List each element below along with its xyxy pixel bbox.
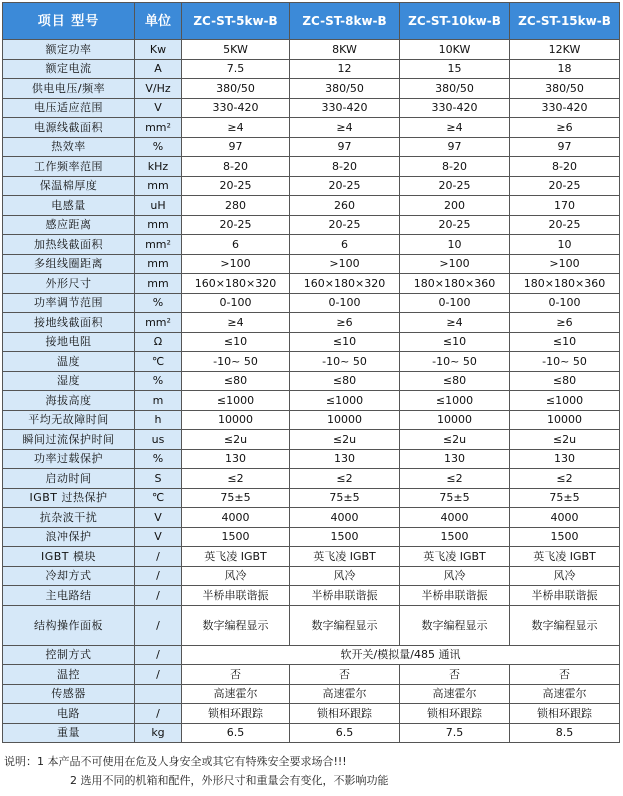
row-label: 功率调节范围 xyxy=(3,293,135,313)
row-value: ≤80 xyxy=(290,371,400,391)
row-label: 抗杂波干扰 xyxy=(3,508,135,528)
row-unit: mm xyxy=(135,274,182,294)
row-value: 8-20 xyxy=(182,157,290,177)
row-value: -10~ 50 xyxy=(400,352,510,372)
row-unit: S xyxy=(135,469,182,489)
table-row xyxy=(3,684,620,704)
table-row xyxy=(3,79,620,99)
table-row xyxy=(3,313,620,333)
row-label: 电压适应范围 xyxy=(3,98,135,118)
row-value: 英飞凌 IGBT xyxy=(510,547,620,567)
row-value: 130 xyxy=(400,449,510,469)
table-row xyxy=(3,176,620,196)
row-unit: mm² xyxy=(135,235,182,255)
row-label: 冷却方式 xyxy=(3,566,135,586)
row-value: 高速霍尔 xyxy=(510,684,620,704)
row-value: 1500 xyxy=(400,527,510,547)
row-unit: V xyxy=(135,527,182,547)
row-value: ≤10 xyxy=(290,332,400,352)
row-value: ≤1000 xyxy=(182,391,290,411)
row-value: 风冷 xyxy=(182,566,290,586)
table-row xyxy=(3,196,620,216)
row-value: 160×180×320 xyxy=(290,274,400,294)
row-value: 6.5 xyxy=(182,723,290,743)
table-row xyxy=(3,605,620,645)
row-unit: mm² xyxy=(135,118,182,138)
row-value: ≤2 xyxy=(182,469,290,489)
row-label: 温控 xyxy=(3,665,135,685)
row-value: 否 xyxy=(290,665,400,685)
row-value: 280 xyxy=(182,196,290,216)
row-value: 380/50 xyxy=(510,79,620,99)
row-value: 4000 xyxy=(182,508,290,528)
row-label: IGBT 过热保护 xyxy=(3,488,135,508)
row-value: -10~ 50 xyxy=(290,352,400,372)
row-unit: ℃ xyxy=(135,352,182,372)
row-value: 380/50 xyxy=(182,79,290,99)
row-label: 主电路结 xyxy=(3,586,135,606)
row-value: 数字编程显示 xyxy=(400,605,510,645)
row-value: 380/50 xyxy=(400,79,510,99)
row-value: 10000 xyxy=(290,410,400,430)
row-value: ≤1000 xyxy=(510,391,620,411)
row-value: 20-25 xyxy=(290,215,400,235)
row-label: 浪冲保护 xyxy=(3,527,135,547)
row-unit: kHz xyxy=(135,157,182,177)
row-unit: / xyxy=(135,605,182,645)
row-label: 电感量 xyxy=(3,196,135,216)
row-unit: Ω xyxy=(135,332,182,352)
row-value: 否 xyxy=(510,665,620,685)
row-label: 瞬间过流保护时间 xyxy=(3,430,135,450)
table-row xyxy=(3,527,620,547)
row-value: 97 xyxy=(510,137,620,157)
row-label: IGBT 模块 xyxy=(3,547,135,567)
table-row xyxy=(3,449,620,469)
row-value: 10000 xyxy=(182,410,290,430)
row-value: 高速霍尔 xyxy=(182,684,290,704)
row-value: ≤10 xyxy=(510,332,620,352)
row-label: 接地线截面积 xyxy=(3,313,135,333)
row-value: 7.5 xyxy=(182,59,290,79)
row-value: 数字编程显示 xyxy=(290,605,400,645)
row-value: 8-20 xyxy=(290,157,400,177)
row-unit: mm xyxy=(135,215,182,235)
row-value: -10~ 50 xyxy=(510,352,620,372)
row-value: 英飞凌 IGBT xyxy=(400,547,510,567)
row-value: 数字编程显示 xyxy=(182,605,290,645)
note-line: 说明：1 本产品不可使用在危及人身安全或其它有特殊安全要求场合!!! xyxy=(4,755,347,768)
row-value: ≤1000 xyxy=(400,391,510,411)
row-value: 20-25 xyxy=(400,215,510,235)
row-label: 热效率 xyxy=(3,137,135,157)
row-label: 电源线截面积 xyxy=(3,118,135,138)
row-unit: m xyxy=(135,391,182,411)
table-row xyxy=(3,274,620,294)
row-value: 20-25 xyxy=(182,176,290,196)
row-unit: % xyxy=(135,371,182,391)
row-value: 130 xyxy=(290,449,400,469)
row-value: 380/50 xyxy=(290,79,400,99)
row-value: 8-20 xyxy=(510,157,620,177)
row-value: ≤2 xyxy=(510,469,620,489)
row-value: 12KW xyxy=(510,40,620,60)
row-value: 20-25 xyxy=(290,176,400,196)
notes xyxy=(4,752,619,790)
row-value: ≤10 xyxy=(400,332,510,352)
row-value: ≤80 xyxy=(510,371,620,391)
row-value: >100 xyxy=(510,254,620,274)
row-unit: us xyxy=(135,430,182,450)
row-value: 数字编程显示 xyxy=(510,605,620,645)
row-value: >100 xyxy=(182,254,290,274)
row-value: 330-420 xyxy=(290,98,400,118)
row-value: -10~ 50 xyxy=(182,352,290,372)
row-value: 1500 xyxy=(290,527,400,547)
row-label: 加热线截面积 xyxy=(3,235,135,255)
row-value: 7.5 xyxy=(400,723,510,743)
row-value: 20-25 xyxy=(182,215,290,235)
row-value: ≤2 xyxy=(290,469,400,489)
row-value: 否 xyxy=(182,665,290,685)
row-unit: / xyxy=(135,547,182,567)
row-value: 10 xyxy=(400,235,510,255)
row-value: ≥4 xyxy=(400,118,510,138)
row-label: 额定电流 xyxy=(3,59,135,79)
row-unit: % xyxy=(135,449,182,469)
row-value: ≤2u xyxy=(182,430,290,450)
row-value: 英飞凌 IGBT xyxy=(182,547,290,567)
row-value: 4000 xyxy=(400,508,510,528)
row-value: 20-25 xyxy=(400,176,510,196)
row-value: 10000 xyxy=(510,410,620,430)
table-header-row xyxy=(3,3,620,40)
row-label: 功率过载保护 xyxy=(3,449,135,469)
row-unit: % xyxy=(135,137,182,157)
table-row xyxy=(3,40,620,60)
row-unit: uH xyxy=(135,196,182,216)
row-value: 0-100 xyxy=(400,293,510,313)
row-value: 97 xyxy=(400,137,510,157)
row-value: ≥6 xyxy=(510,118,620,138)
row-value: 0-100 xyxy=(290,293,400,313)
table-row xyxy=(3,59,620,79)
row-value: 75±5 xyxy=(290,488,400,508)
row-unit: A xyxy=(135,59,182,79)
row-value: 1500 xyxy=(182,527,290,547)
row-value: ≥4 xyxy=(400,313,510,333)
row-value: ≥6 xyxy=(510,313,620,333)
row-unit: mm xyxy=(135,254,182,274)
row-value: ≤10 xyxy=(182,332,290,352)
row-unit: h xyxy=(135,410,182,430)
row-value: 4000 xyxy=(510,508,620,528)
row-value: 风冷 xyxy=(510,566,620,586)
row-label: 供电电压/频率 xyxy=(3,79,135,99)
row-value: 否 xyxy=(400,665,510,685)
row-unit: / xyxy=(135,566,182,586)
row-value: 330-420 xyxy=(182,98,290,118)
row-label: 温度 xyxy=(3,352,135,372)
table-row xyxy=(3,137,620,157)
row-value: 风冷 xyxy=(290,566,400,586)
row-value: 6 xyxy=(290,235,400,255)
row-value: 20-25 xyxy=(510,215,620,235)
row-value: 10 xyxy=(510,235,620,255)
row-value: ≤2u xyxy=(510,430,620,450)
row-label: 工作频率范围 xyxy=(3,157,135,177)
row-label: 结构操作面板 xyxy=(3,605,135,645)
header-model: ZC-ST-8kw-B xyxy=(290,3,400,40)
row-value: 200 xyxy=(400,196,510,216)
row-value: 高速霍尔 xyxy=(400,684,510,704)
table-body xyxy=(3,40,620,743)
table-row xyxy=(3,371,620,391)
row-unit: Kw xyxy=(135,40,182,60)
table-row xyxy=(3,410,620,430)
row-value: ≤2u xyxy=(290,430,400,450)
row-label: 接地电阻 xyxy=(3,332,135,352)
row-unit: / xyxy=(135,645,182,665)
row-value: 75±5 xyxy=(510,488,620,508)
row-value: 8-20 xyxy=(400,157,510,177)
row-value: 0-100 xyxy=(182,293,290,313)
table-row xyxy=(3,215,620,235)
row-value: 半桥串联谐振 xyxy=(182,586,290,606)
row-unit: V xyxy=(135,508,182,528)
row-value: 锁相环跟踪 xyxy=(510,704,620,724)
row-value: 12 xyxy=(290,59,400,79)
row-label: 平均无故障时间 xyxy=(3,410,135,430)
header-model: ZC-ST-15kw-B xyxy=(510,3,620,40)
row-unit: V xyxy=(135,98,182,118)
row-value: 180×180×360 xyxy=(510,274,620,294)
row-value: 330-420 xyxy=(510,98,620,118)
row-value: 75±5 xyxy=(400,488,510,508)
row-value: 锁相环跟踪 xyxy=(290,704,400,724)
row-label: 传感器 xyxy=(3,684,135,704)
row-value: 0-100 xyxy=(510,293,620,313)
row-unit xyxy=(135,684,182,704)
row-unit: kg xyxy=(135,723,182,743)
row-value: 75±5 xyxy=(182,488,290,508)
row-value: 锁相环跟踪 xyxy=(400,704,510,724)
table-row xyxy=(3,98,620,118)
row-value: 170 xyxy=(510,196,620,216)
row-value: 半桥串联谐振 xyxy=(400,586,510,606)
row-value: 18 xyxy=(510,59,620,79)
row-value: 英飞凌 IGBT xyxy=(290,547,400,567)
row-value: ≥4 xyxy=(182,118,290,138)
table-row xyxy=(3,469,620,489)
row-label: 外形尺寸 xyxy=(3,274,135,294)
table-row xyxy=(3,235,620,255)
row-value: 97 xyxy=(290,137,400,157)
row-value: ≤2u xyxy=(400,430,510,450)
row-unit: V/Hz xyxy=(135,79,182,99)
row-value: 8.5 xyxy=(510,723,620,743)
row-value: 1500 xyxy=(510,527,620,547)
table-row xyxy=(3,118,620,138)
table-row xyxy=(3,665,620,685)
header-item: 项目 型号 xyxy=(3,3,135,40)
row-unit: % xyxy=(135,293,182,313)
table-row xyxy=(3,332,620,352)
header-model: ZC-ST-5kw-B xyxy=(182,3,290,40)
row-label: 多组线圈距离 xyxy=(3,254,135,274)
row-label: 湿度 xyxy=(3,371,135,391)
header-model: ZC-ST-10kw-B xyxy=(400,3,510,40)
row-label: 重量 xyxy=(3,723,135,743)
row-label: 感应距离 xyxy=(3,215,135,235)
row-value: 半桥串联谐振 xyxy=(290,586,400,606)
row-value: 260 xyxy=(290,196,400,216)
row-value: ≥4 xyxy=(182,313,290,333)
row-value: 10000 xyxy=(400,410,510,430)
row-value: 97 xyxy=(182,137,290,157)
row-value: ≤80 xyxy=(182,371,290,391)
row-value: ≤80 xyxy=(400,371,510,391)
table-row xyxy=(3,547,620,567)
row-value: 10KW xyxy=(400,40,510,60)
row-value: 180×180×360 xyxy=(400,274,510,294)
table-row xyxy=(3,157,620,177)
row-value: 15 xyxy=(400,59,510,79)
row-value: 6.5 xyxy=(290,723,400,743)
row-value: 6 xyxy=(182,235,290,255)
row-label: 控制方式 xyxy=(3,645,135,665)
row-value: 130 xyxy=(510,449,620,469)
row-value: 20-25 xyxy=(510,176,620,196)
spec-table xyxy=(2,2,620,743)
row-value: 330-420 xyxy=(400,98,510,118)
table-row xyxy=(3,586,620,606)
row-unit: / xyxy=(135,665,182,685)
table-row xyxy=(3,566,620,586)
header-unit: 单位 xyxy=(135,3,182,40)
row-label: 启动时间 xyxy=(3,469,135,489)
row-unit: ℃ xyxy=(135,488,182,508)
table-row xyxy=(3,645,620,665)
row-value-merged: 软开关/模拟量/485 通讯 xyxy=(182,645,620,665)
row-value: ≤2 xyxy=(400,469,510,489)
row-label: 电路 xyxy=(3,704,135,724)
table-row xyxy=(3,508,620,528)
row-value: ≥4 xyxy=(290,118,400,138)
table-row xyxy=(3,352,620,372)
table-row xyxy=(3,293,620,313)
row-value: 160×180×320 xyxy=(182,274,290,294)
row-label: 保温棉厚度 xyxy=(3,176,135,196)
table-row xyxy=(3,704,620,724)
row-value: 130 xyxy=(182,449,290,469)
table-row xyxy=(3,391,620,411)
row-value: 锁相环跟踪 xyxy=(182,704,290,724)
row-unit: / xyxy=(135,586,182,606)
row-value: 8KW xyxy=(290,40,400,60)
row-value: ≥6 xyxy=(290,313,400,333)
row-label: 额定功率 xyxy=(3,40,135,60)
table-row xyxy=(3,488,620,508)
row-value: 风冷 xyxy=(400,566,510,586)
row-value: >100 xyxy=(290,254,400,274)
row-value: 4000 xyxy=(290,508,400,528)
table-row xyxy=(3,254,620,274)
table-row xyxy=(3,723,620,743)
note-line: 2 选用不同的机箱和配件，外形尺寸和重量会有变化，不影响功能 xyxy=(70,774,389,787)
row-unit: mm² xyxy=(135,313,182,333)
row-value: ≤1000 xyxy=(290,391,400,411)
row-unit: mm xyxy=(135,176,182,196)
row-unit: / xyxy=(135,704,182,724)
row-value: 5KW xyxy=(182,40,290,60)
table-row xyxy=(3,430,620,450)
row-value: 高速霍尔 xyxy=(290,684,400,704)
row-label: 海拔高度 xyxy=(3,391,135,411)
row-value: >100 xyxy=(400,254,510,274)
row-value: 半桥串联谐振 xyxy=(510,586,620,606)
